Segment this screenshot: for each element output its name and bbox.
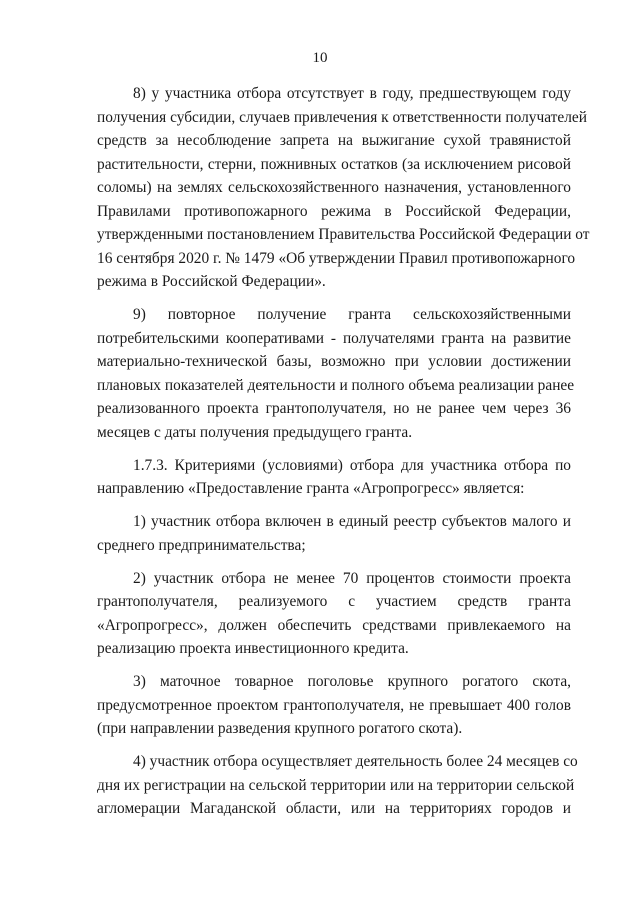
text-line: 4) участник отбора осуществляет деятельность более 24 месяцев со — [133, 753, 578, 770]
criterion-item-1 — [97, 510, 571, 557]
text-line: соломы) на землях сельскохозяйственного назначения, установленного — [97, 179, 571, 196]
text-line: дня их регистрации на сельской территории или на территории сельской — [97, 776, 575, 794]
text-line: «Агропрогресс», должен обеспечить средствами привлекаемого на — [97, 616, 571, 634]
text-line: средств за несоблюдение запрета на выжигание сухой травянистой — [97, 132, 571, 149]
text-line: направлению «Предоставление гранта «Агропрогресс» является: — [97, 480, 525, 497]
text-line: реализацию проекта инвестиционного кредита. — [97, 640, 409, 657]
text-line: 1.7.3. Критериями (условиями) отбора для участника отбора по — [133, 456, 571, 474]
text-line: месяцев с даты получения предыдущего гранта. — [97, 423, 413, 441]
text-line: растительности, стерни, пожнивных остатков (за исключением рисовой — [97, 155, 571, 173]
text-line: среднего предпринимательства; — [97, 536, 306, 554]
text-line: получения субсидии, случаев привлечения к ответственности получателей — [97, 108, 587, 126]
text-line: 8) у участника отбора отсутствует в году, предшествующем году — [133, 85, 571, 102]
text-line: плановых показателей деятельности и полного объема реализации ранее — [97, 376, 575, 394]
paragraph-item-8 — [97, 82, 590, 294]
text-line: утвержденными постановлением Правительства Российской Федерации от — [97, 226, 590, 243]
text-line: 2) участник отбора не менее 70 процентов стоимости проекта — [133, 569, 571, 587]
criterion-item-2 — [97, 567, 571, 661]
text-line: предусмотренное проектом грантополучателя, не превышает 400 голов — [97, 696, 571, 714]
text-line: Правилами противопожарного режима в Российской Федерации, — [97, 202, 571, 220]
text-line: режима в Российской Федерации». — [97, 273, 326, 290]
text-line: 16 сентября 2020 г. № 1479 «Об утверждении Правил противопожарного — [97, 249, 576, 267]
text-line: 3) маточное товарное поголовье крупного рогатого скота, — [133, 673, 571, 690]
document-body — [97, 82, 590, 821]
text-line: материально-технической базы, возможно при условии достижении — [97, 353, 571, 370]
criterion-item-4 — [97, 750, 578, 821]
text-line: 1) участник отбора включен в единый реестр субъектов малого и — [133, 513, 571, 530]
page-number: 10 — [312, 50, 328, 66]
criterion-item-3 — [97, 670, 571, 741]
text-line: реализованного проекта грантополучателя, но не ранее чем через 36 — [97, 400, 571, 417]
text-line: грантополучателя, реализуемого с участием средств гранта — [97, 593, 571, 610]
text-line: 9) повторное получение гранта сельскохозяйственными — [133, 306, 571, 323]
text-line: (при направлении разведения крупного рогатого скота). — [97, 720, 463, 737]
paragraph-item-9 — [97, 303, 575, 444]
text-line: потребительскими кооперативами - получателями гранта на развитие — [97, 329, 571, 347]
section-1-7-3 — [97, 454, 571, 501]
text-line: агломерации Магаданской области, или на территориях городов и — [97, 800, 571, 817]
